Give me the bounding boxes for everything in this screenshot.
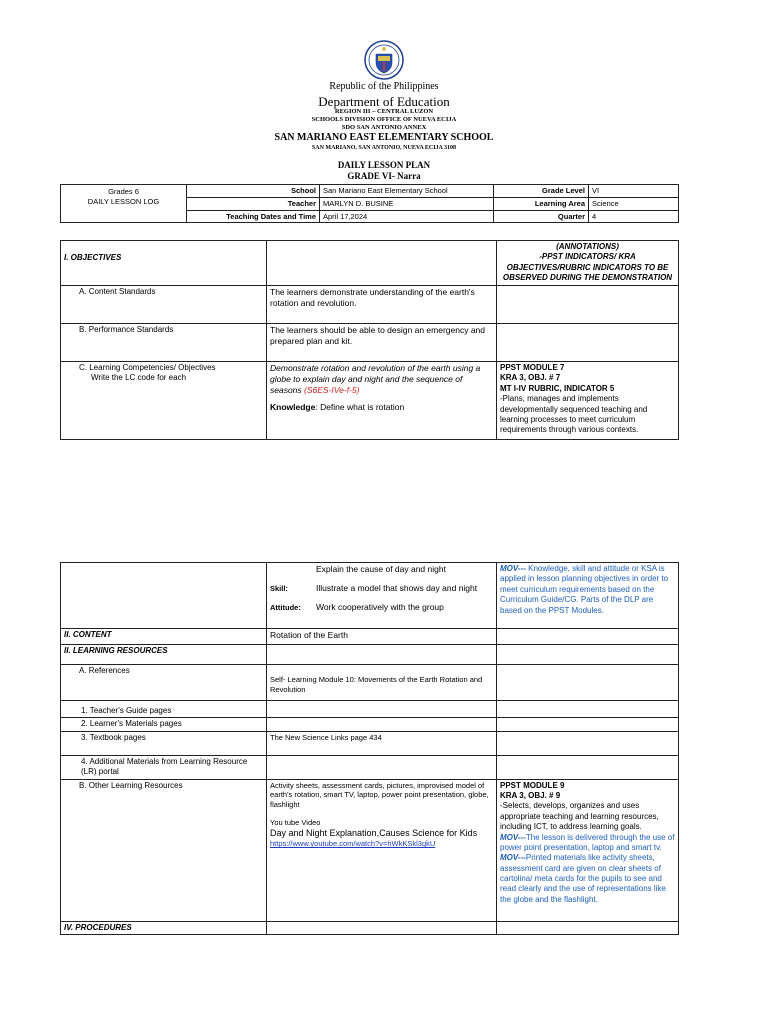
area-value: Science: [589, 197, 679, 210]
additional-materials-annot: [497, 755, 679, 779]
area-label: Learning Area: [494, 197, 589, 210]
attitude-text: Work cooperatively with the group: [316, 602, 444, 613]
content-annot: [497, 629, 679, 645]
mov3-text: Printed materials like activity sheets, assessment card are given on clear sheets of cartolina/ meta cards for the pupils to see and read clearly and the use of representations like the globe and the flashlight.: [500, 853, 666, 904]
ppst9-desc: -Selects, develops, organizes and uses appropriate teaching and learning resources, including ICT, to address learning goals.: [500, 801, 659, 832]
mov1-cell: [497, 563, 679, 629]
quarter-value: 4: [589, 210, 679, 223]
ppst9-cell: [497, 779, 679, 921]
youtube-label: You tube Video: [270, 817, 321, 827]
ppst7-module: PPST MODULE 7: [500, 363, 565, 372]
grade-level-value: VI: [589, 185, 679, 198]
ppst9-kra: KRA 3, OBJ. # 9: [500, 790, 561, 800]
deped-seal-logo: [364, 40, 404, 80]
ksa-cell: [267, 563, 497, 629]
content-standards-annot: [497, 286, 679, 324]
learners-materials-annot: [497, 718, 679, 731]
content-standards-label: A. Content Standards: [61, 286, 267, 324]
knowledge-text: : Define what is rotation: [315, 402, 405, 413]
knowledge-label: Knowledge: [270, 402, 316, 413]
plan-title: DAILY LESSON PLAN: [337, 160, 431, 170]
learners-materials-label: 2. Learner's Materials pages: [61, 718, 267, 731]
mov2-block: [500, 833, 675, 854]
mov1-text: Knowledge, skill and attitude or KSA is applied in lesson planning objectives in order to meet curriculum requirements based on the Curriculum Guide/CG. Parts of the DLP are based on the PPST Modules.: [500, 564, 669, 615]
references-annot: [497, 665, 679, 701]
mov2-label: MOV---: [500, 832, 526, 842]
other-resources-cell: [267, 779, 497, 921]
department-line: Department of Education: [318, 94, 450, 109]
references-value: Self- Learning Module 10: Movements of the Earth Rotation and Revolution: [267, 665, 497, 701]
performance-standards-text: The learners should be able to design an emergency and prepared plan and kit.: [267, 324, 497, 362]
performance-standards-label: B. Performance Standards: [61, 324, 267, 362]
grades-cell: [61, 185, 187, 223]
objectives-heading: I. OBJECTIVES: [61, 241, 267, 286]
region-line: REGION III – CENTRAL LUZON: [334, 108, 434, 115]
content-standards-text: The learners demonstrate understanding of the earth's rotation and revolution.: [267, 286, 497, 324]
address-line: SAN MARIANO, SAN ANTONIO, NUEVA ECIJA 3108: [311, 145, 457, 151]
log-label: DAILY LESSON LOG: [87, 196, 160, 206]
references-label: A. References: [61, 665, 267, 701]
video-link[interactable]: https://www.youtube.com/watch?v=hWkKSkl3gkU: [270, 839, 436, 849]
ppst7-desc: -Plans, manages and implements developmentally sequenced teaching and learning processes to meet curriculum requirements through various contexts.: [500, 394, 648, 435]
competencies-text: Demonstrate rotation and revolution of the earth using a globe to explain day and night and the sequence of seasons: [270, 363, 481, 396]
annotations-title: (ANNOTATIONS): [556, 242, 619, 251]
procedures-heading: IV. PROCEDURES: [61, 921, 267, 934]
skill-text: Illustrate a model that shows day and night: [316, 583, 478, 594]
ppst7-kra: KRA 3, OBJ. # 7: [500, 373, 561, 383]
annotations-cell: [497, 241, 679, 286]
school-value: San Mariano East Elementary School: [320, 185, 494, 198]
additional-materials-value: [267, 755, 497, 779]
teachers-guide-annot: [497, 701, 679, 718]
objectives-table: [60, 240, 679, 440]
dates-value: April 17,2024: [320, 210, 494, 223]
procedures-empty: [267, 921, 497, 934]
objectives-empty: [267, 241, 497, 286]
division-line: SCHOOLS DIVISION OFFICE OF NUEVA ECIJA: [311, 116, 457, 123]
competencies-label: C. Learning Competencies/ Objectives: [79, 363, 216, 372]
procedures-annot: [497, 921, 679, 934]
quarter-label: Quarter: [494, 210, 589, 223]
grade-level-label: Grade Level: [494, 185, 589, 198]
competencies-text-cell: [267, 362, 497, 440]
resources-annot: [497, 645, 679, 665]
mov3-label: MOV---: [500, 853, 526, 863]
info-table: [60, 184, 679, 223]
competencies-cell: [61, 362, 267, 440]
skill-label: Skill:: [270, 584, 288, 594]
mov1-label: MOV---: [500, 564, 526, 573]
content-value: Rotation of the Earth: [267, 629, 497, 645]
additional-materials-label: 4. Additional Materials from Learning Resource (LR) portal: [61, 755, 267, 779]
learners-materials-value: [267, 718, 497, 731]
performance-standards-annot: [497, 324, 679, 362]
lesson-plan-table-2: [60, 562, 679, 935]
ppst9-module: PPST MODULE 9: [500, 780, 565, 790]
attitude-label: Attitude:: [270, 603, 301, 613]
teacher-label: Teacher: [187, 197, 320, 210]
textbook-label: 3. Textbook pages: [61, 731, 267, 755]
resources-heading: II. LEARNING RESOURCES: [61, 645, 267, 665]
content-heading: II. CONTENT: [61, 629, 267, 645]
teachers-guide-value: [267, 701, 497, 718]
school-label: School: [187, 185, 320, 198]
mov3-block: [500, 853, 675, 905]
teacher-value: MARLYN D. BUSINE: [320, 197, 494, 210]
other-resources-label: B. Other Learning Resources: [61, 779, 267, 921]
other-resources-value: Activity sheets, assessment cards, pictures, improvised model of earth's rotation, smart TV, laptop, power point presentation, globe, flashlight: [270, 780, 489, 810]
video-title: Day and Night Explanation,Causes Science for Kids: [270, 827, 478, 838]
school-name-line: SAN MARIANO EAST ELEMENTARY SCHOOL: [274, 132, 494, 143]
competencies-code: (S6ES-IVe-f-5): [304, 385, 360, 396]
ksa-empty: [61, 563, 267, 629]
textbook-annot: [497, 731, 679, 755]
grades-label: Grades 6: [108, 187, 139, 196]
explain-text: Explain the cause of day and night: [316, 564, 446, 574]
competencies-label2: Write the LC code for each: [91, 373, 187, 383]
textbook-value: The New Science Links page 434: [267, 731, 497, 755]
dates-label: Teaching Dates and Time: [187, 210, 320, 223]
grade-title: GRADE VI- Narra: [347, 171, 421, 181]
mov2-text: The lesson is delivered through the use of power point presentation, laptop and smart tv.: [500, 832, 675, 852]
annex-line: SDO SAN ANTONIO ANNEX: [341, 124, 427, 131]
republic-line: Republic of the Philippines: [329, 81, 439, 92]
ppst7-rubric: MT I-IV RUBRIC, INDICATOR 5: [500, 383, 615, 393]
teachers-guide-label: 1. Teacher's Guide pages: [61, 701, 267, 718]
resources-empty: [267, 645, 497, 665]
annotations-desc: -PPST INDICATORS/ KRA OBJECTIVES/RUBRIC INDICATORS TO BE OBSERVED DURING THE DEMONSTRATION: [502, 252, 673, 283]
ppst7-cell: [497, 362, 679, 440]
